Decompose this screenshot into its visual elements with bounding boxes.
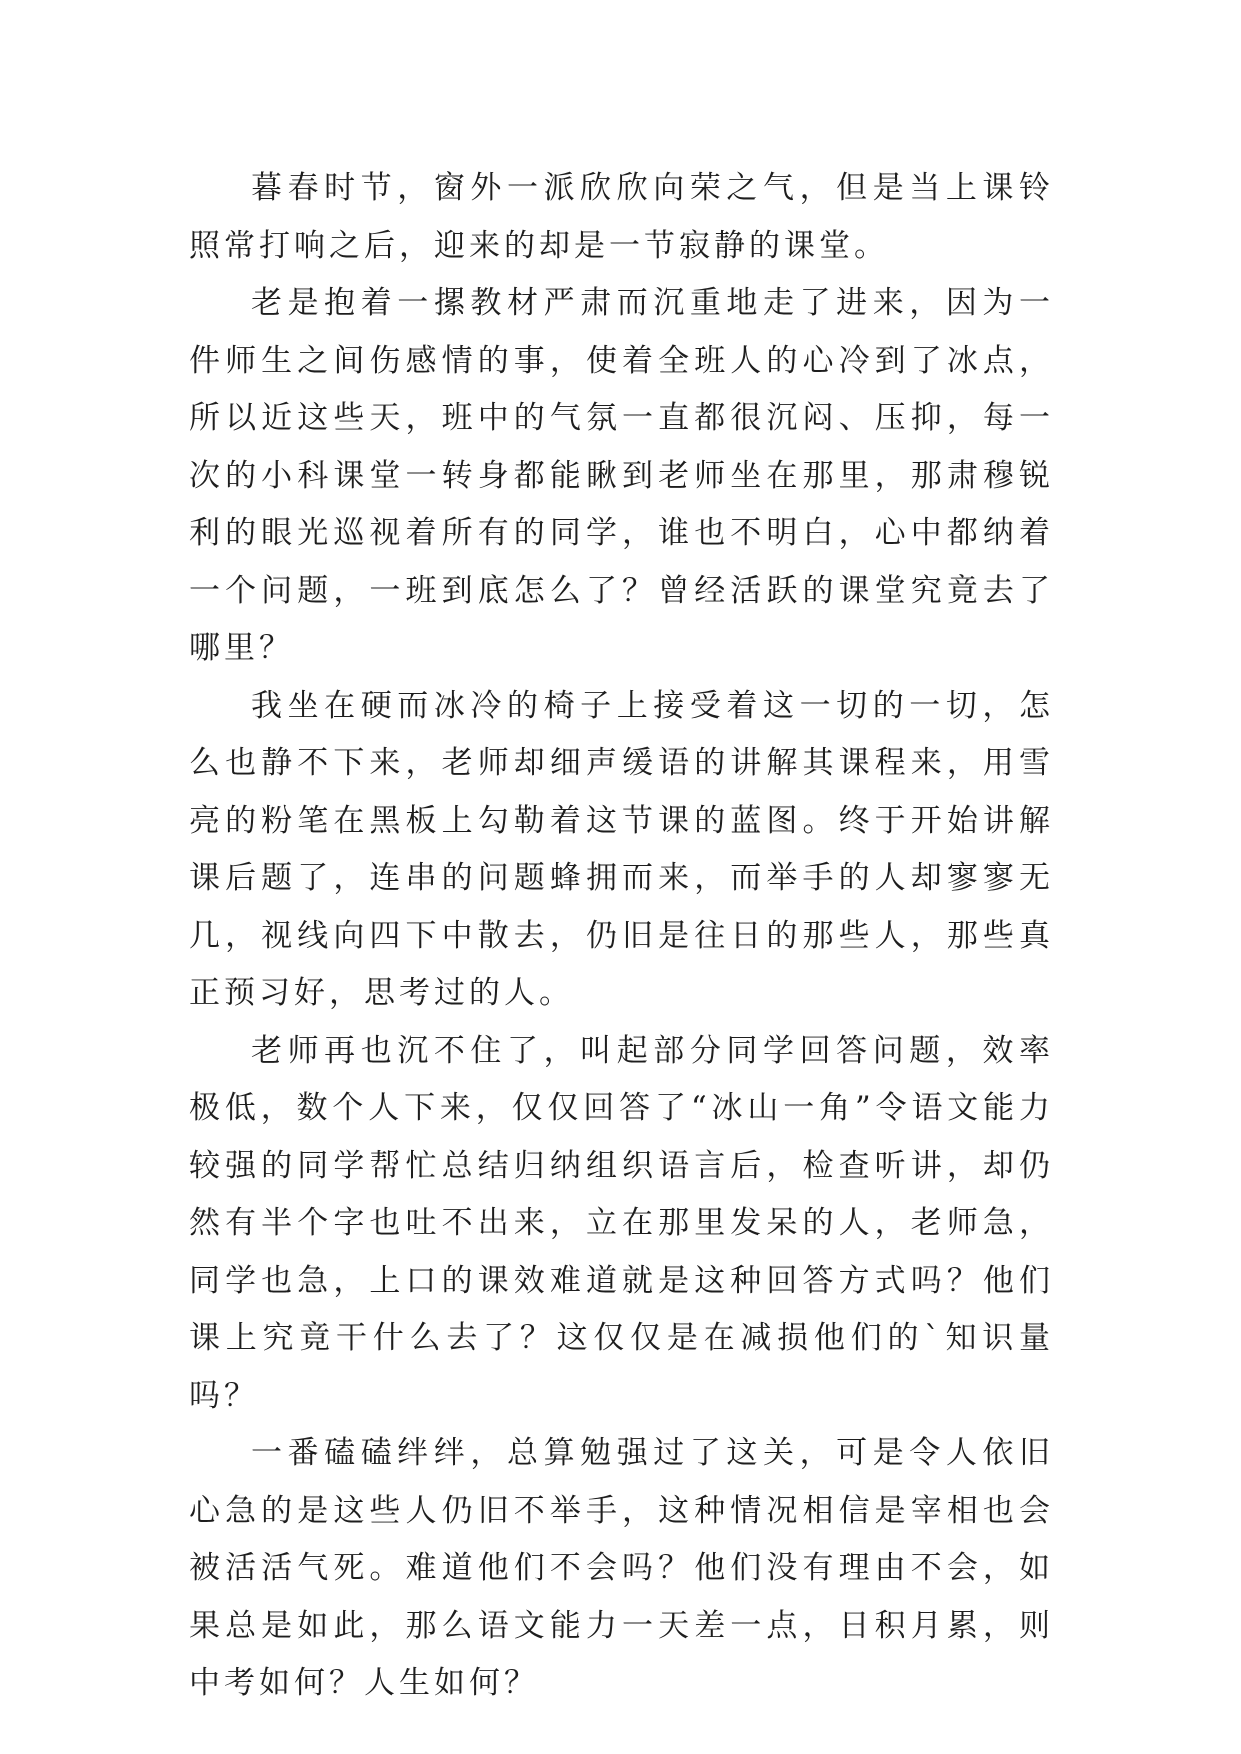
- paragraph-2: 老是抱着一摞教材严肃而沉重地走了进来，因为一件师生之间伤感情的事，使着全班人的心冷到了冰点，所以近这些天，班中的气氛一直都很沉闷、压抑，每一次的小科课堂一转身都能瞅到老师坐在那里，那肃穆锐利的眼光巡视着所有的同学，谁也不明白，心中都纳着一个问题，一班到底怎么了？曾经活跃的课堂究竟去了哪里？: [189, 285, 1054, 666]
- paragraph-1: 暮春时节，窗外一派欣欣向荣之气，但是当上课铃照常打响之后，迎来的却是一节寂静的课堂。: [189, 170, 1054, 264]
- paragraph-3: 我坐在硬而冰冷的椅子上接受着这一切的一切，怎么也静不下来，老师却细声缓语的讲解其课程来，用雪亮的粉笔在黑板上勾勒着这节课的蓝图。终于开始讲解课后题了，连串的问题蜂拥而来，而举手的人却寥寥无几，视线向四下中散去，仍旧是往日的那些人，那些真正预习好，思考过的人。: [189, 687, 1054, 1011]
- paragraph-5: 一番磕磕绊绊，总算勉强过了这关，可是令人依旧心急的是这些人仍旧不举手，这种情况相信是宰相也会被活活气死。难道他们不会吗？他们没有理由不会，如果总是如此，那么语文能力一天差一点，日积月累，则中考如何？人生如何？: [189, 1435, 1054, 1701]
- essay-body: [189, 160, 1054, 1713]
- paragraph-4: 老师再也沉不住了，叫起部分同学回答问题，效率极低，数个人下来，仅仅回答了“冰山一角”令语文能力较强的同学帮忙总结归纳组织语言后，检查听讲，却仍然有半个字也吐不出来，立在那里发呆的人，老师急，同学也急，上口的课效难道就是这种回答方式吗？他们课上究竟干什么去了？这仅仅是在减损他们的`知识量吗？: [189, 1032, 1054, 1414]
